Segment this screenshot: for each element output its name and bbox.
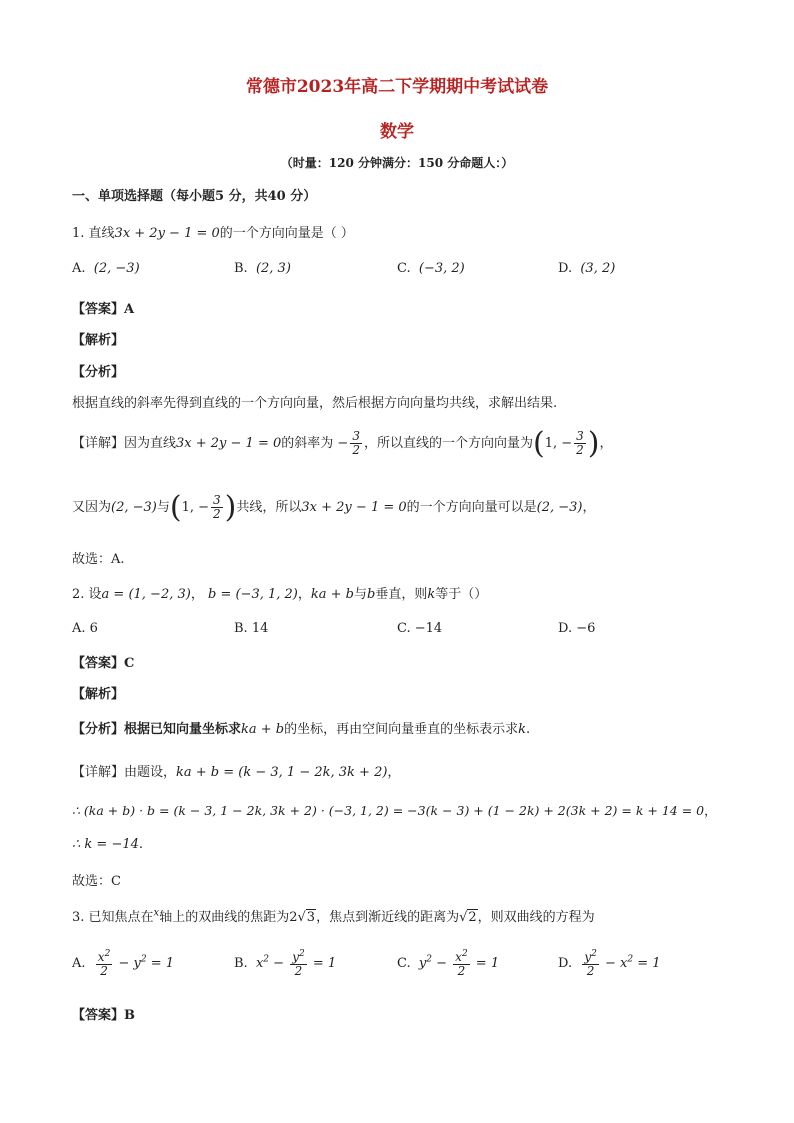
question-1-stem	[72, 222, 354, 241]
q1-detail-line2: 又因为(2, −3)与(1, − $\frac{3}{2}$ )共线，所以3x + 2y − 1 = 0的一个方向向量可以是(2, −3)，	[72, 490, 596, 525]
q2-option-b: B. 14	[234, 621, 269, 636]
q2-detail: 【详解】由题设，ka + b = (k − 3, 1 − 2k, 3k + 2)，	[72, 765, 401, 780]
q1-detail-line1: 【详解】因为直线3x + 2y − 1 = 0的斜率为 − $\frac{3}{2}$ ，所以直线的一个方向向量为(1, − $\frac{3}{2}$ )，	[72, 426, 613, 461]
q1-stem-prefix: 1. 直线	[72, 226, 115, 241]
exam-meta: （时量：120 分钟满分：150 分命题人：）	[280, 156, 514, 170]
q1-option-c: C. (−3, 2)	[397, 261, 465, 276]
q1-stem-suffix: 的一个方向向量是（ ）	[219, 226, 354, 241]
q2-answer: 【答案】C	[72, 656, 135, 671]
q2-option-c: C. −14	[397, 621, 443, 636]
q3-option-d: D. $\frac{y^2}{2}$ − $x^2 = 1$	[558, 949, 661, 978]
q2-option-d: D. −6	[558, 621, 596, 636]
q2-option-a: A. 6	[72, 621, 98, 636]
q1-choose: 故选：A.	[72, 552, 125, 567]
section-heading: 一、单项选择题（每小题5 分，共40 分）	[72, 189, 317, 204]
q3-option-b: B. $x^2$ − $\frac{y^2}{2}$ = 1	[234, 949, 337, 978]
question-3-stem: 3. 已知焦点在$^x$轴上的双曲线的焦距为2√3，焦点到渐近线的距离为√2，则双曲线的方程为	[72, 907, 595, 925]
q3-answer: 【答案】B	[72, 1008, 135, 1023]
q3-option-a: A. $\frac{x^2}{2}$ − $y^2 = 1$	[72, 949, 174, 978]
q3-option-c: C. $y^2$ − $\frac{x^2}{2}$ = 1	[397, 949, 500, 978]
q2-jiexi: 【解析】	[72, 687, 125, 702]
q1-option-b: B. (2, 3)	[234, 261, 291, 276]
q2-choose: 故选：C	[72, 874, 121, 889]
q1-option-a: A. (2, −3)	[72, 261, 140, 276]
q2-result: ∴ k = −14.	[72, 837, 144, 852]
q2-derivation: ∴ (ka + b) · b = (k − 3, 1 − 2k, 3k + 2) · (−3, 1, 2) = −3(k − 3) + (1 − 2k) + 2(3k + 2) = k + 14 = 0，	[72, 803, 717, 818]
q1-equation: 3x + 2y − 1 = 0	[114, 226, 220, 241]
exam-subject: 数学	[380, 122, 414, 142]
q1-option-d: D. (3, 2)	[558, 261, 616, 276]
q1-fenxi-text: 根据直线的斜率先得到直线的一个方向向量，然后根据方向向量均共线，求解出结果.	[72, 396, 558, 411]
question-2-stem: 2. 设a = (1, −2, 3)， b = (−3, 1, 2)，ka + b与b垂直，则k等于（）	[72, 587, 488, 602]
exam-title: 常德市2023年高二下学期期中考试试卷	[245, 77, 549, 97]
q1-fenxi-label: 【分析】	[72, 365, 125, 380]
q1-answer: 【答案】A	[72, 302, 135, 317]
q1-jiexi: 【解析】	[72, 333, 125, 348]
q2-fenxi: 【分析】根据已知向量坐标求ka + b的坐标，再由空间向量垂直的坐标表示求k.	[72, 722, 531, 737]
